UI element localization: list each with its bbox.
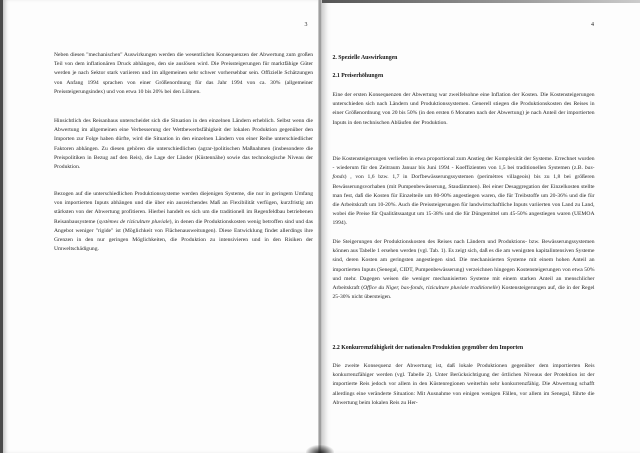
subsection-heading: 2.1 Preiserhöhungen [332,73,384,79]
section-heading: 2. Spezielle Auswirkungen [332,55,398,61]
text-run: Bezogen auf die unterschiedlichen Produktionssysteme werden diejenigen Systeme, die nur in geringem Umfang von importierten Inputs abhängen und die über ein ausreichendes Maß an Flexibilität verfügen, kurzfristig am stärksten von der Abwertung profitieren. Hierbei handelt es sich um die traditionell im Regenfeldbau betriebenen Reisanbausysteme ( [54,191,313,225]
paragraph [54,117,313,172]
text-run: Die Steigerungen der Produktionskosten des Reises nach Ländern und Produktions- bzw. Bewässerungssystemen können aus Tabelle 1 ersehen werden (vgl. Tab. 1). Es zeigt sich, daß es die am wenigsten kapitalintensiven Systeme sind, deren Kosten am geringsten angestiegen sind. Die mechanisierten Systeme mit einem hohen Anteil an importierten Inputs (Senegal, CIDT, Pumpenbewässerung) verzeichnen hingegen Kostensteigerungen von etwa 50% und mehr. Dagegen weisen die weniger mechanisierten Systeme mit einem starken Anteil an menschlicher Arbeitskraft ( [332,239,595,292]
text-run: ) Kostensteigerungen auf, die in der Regel 25-30% nicht übersteigen. [332,285,595,301]
paragraph-text: Eine der ersten Konsequenzen der Abwertung war zweifelsohne eine Inflation der Kosten. Die Kostensteigerungen unterschieden sich nach Ländern und Produktionssystemen. Generell stiegen die Produktionskosten des Reises in einer Größenordnung von 20 bis 50% (in den ersten 6 Monaten nach der Abwertung) je nach Anteil der importierten Inputs in den technischen Abläufen der Produktion. [332,92,595,126]
italic-term: bas-fonds [332,165,595,181]
gutter-shadow [306,445,334,453]
paragraph [54,51,313,97]
paragraph [333,155,595,229]
text-run: ) , von 1,6 bzw. 1,7 in Dorfbewässerungssystemen (perimètres villageois) bis zu 1,8 bei größeren Bewässerungsvorhaben (mit Pumpenbewässerung, Staudämmen). Bei einer Desaggregation der Einzelkosten stellte man fest, daß die Kosten für Einzelteile um 80-90% angestiegen waren, die für Treibstoffe um 20-36% und die für die Arbeitskraft um 10-20%. Auch die Preissteigerungen für landwirtschaftliche Inputs variierten von Land zu Land, wobei die Preise für Qualitätssaatgut um 15-38% und die für Düngemittel um 45-50% angestiegen waren (UEMOA 1994). [332,174,595,227]
paragraph-text [333,155,595,229]
text-run: Die Kostensteigerungen verliefen in etwa proportional zum Anstieg der Komplexität der Systeme. Errechnet wurden - wiederum für den Zeitraum Januar bis Juni 1994 - Koeffizienten von 1,5 bei traditionellen Systemen (z.B. [332,156,595,172]
paragraph-text: Hinsichtlich des Reisanbaus unterscheidet sich die Situation in den einzelnen Ländern erheblich. Selbst wenn die Abwertung im allgemeinen eine Verbesserung der Wettbewerbsfähigkeit der lokalen Produktion gegenüber den Importen zur Folge haben dürfte, wird die Situation in den einzelnen Ländern von einer Reihe unterschiedlicher Faktoren abhängen. Zu diesen gehören die unterschiedlichen (agrar-)politischen Maßnahmen (insbesondere die Preispolitiken in Bezug auf den Reis), die Lage der Länder (Küstennähe) sowie das technologische Niveau der Produktion. [54,118,313,171]
page-number: 3 [304,22,308,28]
italic-term: Office du Niger, bas-fonds, riziculture pluviale traditionelle [363,285,499,292]
paragraph-text: Die zweite Konsequenz der Abwertung ist, daß lokale Produktionen gegenüber dem importierten Reis konkurrenzfähiger werden (vgl. Tabelle 2). Unter Berücksichtigung der örtlichen Niveaus der Protektion ist der importierte Reis jedoch vor allem in den Küstenregionen weiterhin sehr konkurrenzfähig. Die Abwertung schafft allerdings eine veränderte Situation: Mit Ausnahme von einigen wenigen Fällen, vor allem im Senegal, führte die Abwertung beim lokalen Reis zu Her- [332,363,595,406]
page-edge-shadow [322,0,640,3]
paragraph [333,362,595,408]
paragraph-text [54,190,313,254]
text-run: ), in denen die Produktionskosten wenig betroffen sind und das Angebot weniger "rigide" ist (Möglichkeit von Flächenausweitungen). Diese Entwicklung findet allerdings ihre Grenzen in den nur geringen Möglichkeiten, die Produktion zu intensivieren und in den Risiken der Umweltschädigung. [54,218,313,253]
right-page [322,0,640,453]
paragraph [333,91,595,128]
paragraph-text [333,238,595,302]
italic-term: systèmes de riziculture pluviale [98,218,170,225]
page-number: 4 [591,22,594,28]
paragraph [333,238,595,302]
book-gutter [318,0,322,453]
subsection-heading: 2.2 Konkurrenzfähigkeit der nationalen Produktion gegenüber den Importen [332,345,524,351]
paragraph [54,190,313,254]
paragraph-text: Neben diesen "mechanischen" Auswirkungen werden die wesentlichen Konsequenzen der Abwertung zum großen Teil von dem inflationären Druck abhängen, den sie auslösen wird. Die Preissteigerungen für marktfähige Güter werden je nach Sektor stark variieren und im allgemeinen sehr schwer vorhersehbar sein. Offizielle Schätzungen von Anfang 1994 sprachen von einer Größenordnung für das Jahr 1994 von ca. 30% (allgemeiner Preissteigerungsindex) und von etwa 10 bis 20% bei den Löhnen. [54,52,313,95]
